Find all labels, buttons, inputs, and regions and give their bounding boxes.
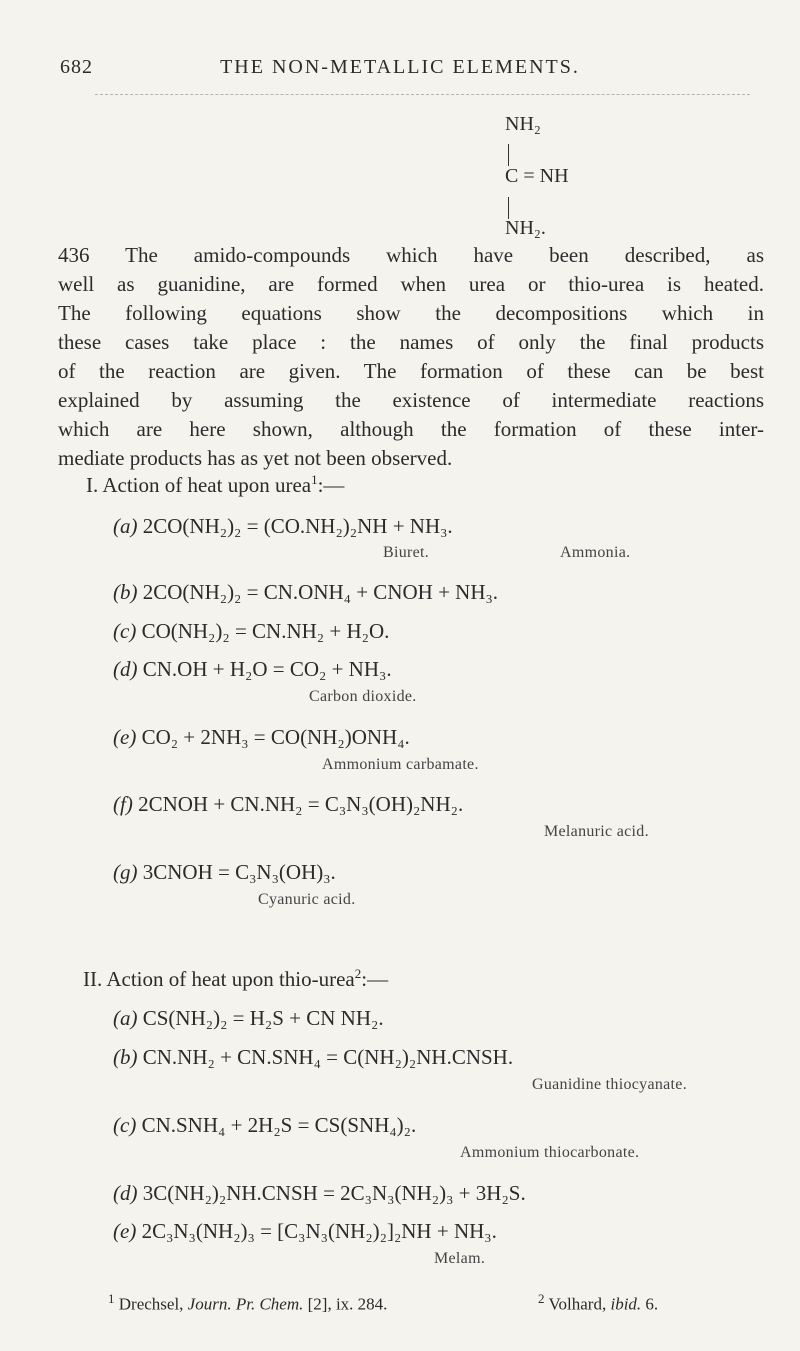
caption-carbon-dioxide: Carbon dioxide. [309,688,417,705]
caption-biuret: Biuret. [383,544,430,561]
paragraph-line: explained by assuming the existence of intermediate reactions [58,388,764,412]
running-head [60,56,740,82]
section-1-heading: I. Action of heat upon urea$^1$:— [86,472,345,497]
formula-top: NH₂ [505,113,541,135]
equation-1c: (c) CO(NH₂)₂ = CN.NH₂ + H₂O. [113,619,390,643]
section-2-heading: II. Action of heat upon thio-urea$^2$:— [83,966,389,991]
equation-1a: (a) 2CO(NH₂)₂ = (CO.NH₂)₂NH + NH₃. [113,514,453,538]
paragraph-line: mediate products has as yet not been observed. [58,446,453,470]
footnote-mark: 1 [311,472,318,487]
caption-guanidine-thiocyanate: Guanidine thiocyanate. [532,1076,687,1093]
equation-2a: (a) CS(NH₂)₂ = H₂S + CN NH₂. [113,1006,384,1030]
footnote-2: $^2$ Volhard, ibid. 6. [538,1291,659,1314]
caption-ammonia: Ammonia. [560,544,631,561]
caption-ammonium-carbamate: Ammonium carbamate. [322,756,479,773]
header-rule [95,94,750,95]
equation-1d: (d) CN.OH + H₂O = CO₂ + NH₃. [113,657,392,681]
paragraph-line: these cases take place : the names of only the final products [58,330,764,354]
bond-line [508,197,509,219]
equation-1g: (g) 3CNOH = C₃N₃(OH)₃. [113,860,336,884]
paragraph-line: of the reaction are given. The formation of these can be best [58,359,764,383]
equation-2e: (e) 2C₃N₃(NH₂)₃ = [C₃N₃(NH₂)₂]₂NH + NH₃. [113,1219,497,1243]
equation-1e: (e) CO₂ + 2NH₃ = CO(NH₂)ONH₄. [113,725,410,749]
caption-cyanuric-acid: Cyanuric acid. [258,891,356,908]
equation-2d: (d) 3C(NH₂)₂NH.CNSH = 2C₃N₃(NH₂)₃ + 3H₂S. [113,1181,526,1205]
paragraph-line: The following equations show the decompositions which in [58,301,764,325]
bond-line [508,144,509,166]
equation-2b: (b) CN.NH₂ + CN.SNH₄ = C(NH₂)₂NH.CNSH. [113,1045,514,1069]
formula-bottom: NH₂. [505,217,546,239]
equation-1b: (b) 2CO(NH₂)₂ = CN.ONH₄ + CNOH + NH₃. [113,580,499,604]
paragraph-line: 436 The amido-compounds which have been described, as [58,243,764,267]
paragraph-436 [58,241,764,473]
formula-middle: C = NH [505,165,569,187]
page-number: 682 [60,56,93,78]
paragraph-number: 436 [58,243,90,267]
equation-2c: (c) CN.SNH₄ + 2H₂S = CS(SNH₄)₂. [113,1113,417,1137]
paragraph-line: well as guanidine, are formed when urea or thio-urea is heated. [58,272,764,296]
footnote-mark: 2 [354,966,362,981]
running-title: THE NON-METALLIC ELEMENTS. [220,56,580,78]
caption-ammonium-thiocarbonate: Ammonium thiocarbonate. [460,1144,640,1161]
caption-melanuric-acid: Melanuric acid. [544,823,649,840]
equation-1f: (f) 2CNOH + CN.NH₂ = C₃N₃(OH)₂NH₂. [113,792,464,816]
footnote-1: $^1$ Drechsel, Journ. Pr. Chem. [2], ix. 284. [108,1291,388,1314]
caption-melam: Melam. [434,1250,486,1267]
paragraph-line: which are here shown, although the formation of these inter- [58,417,764,441]
